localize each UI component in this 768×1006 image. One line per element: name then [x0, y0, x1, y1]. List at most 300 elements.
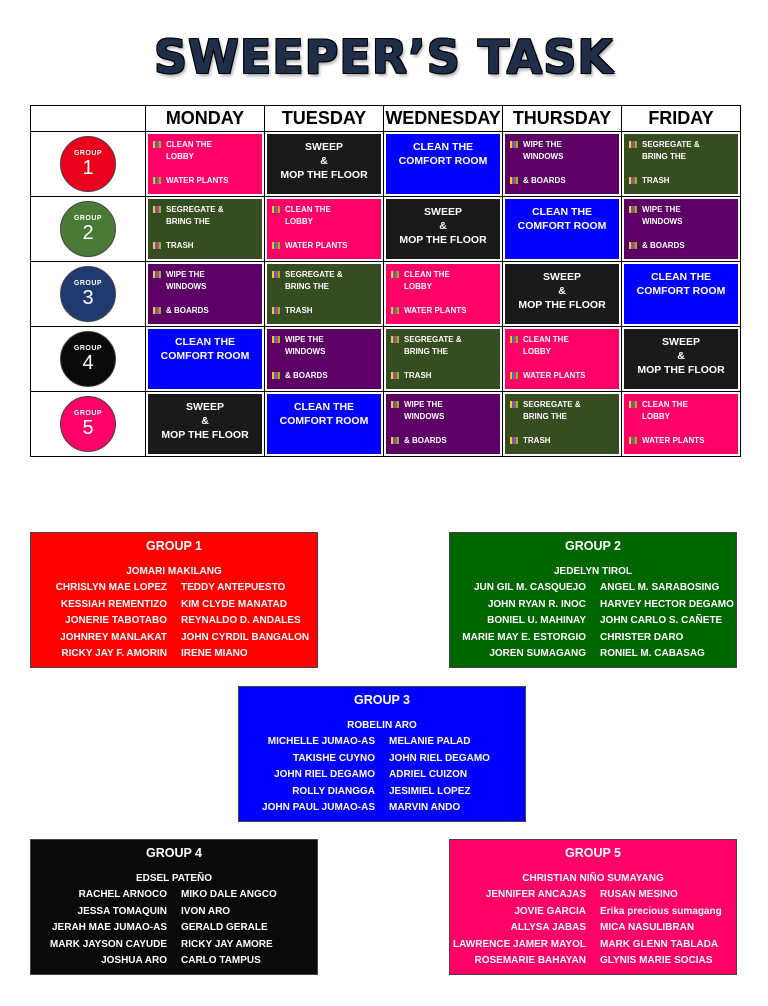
task-text: WATER PLANTS: [642, 436, 705, 445]
task-line: [166, 175, 262, 187]
day-monday: MONDAY: [146, 106, 265, 132]
task-cell: [503, 197, 622, 262]
member-name: CHRISTER DARO: [600, 631, 684, 643]
task-text: WATER PLANTS: [166, 176, 229, 185]
group-leader: JOMARI MAKILANG: [126, 566, 222, 577]
member-name: KIM CLYDE MANATAD: [181, 598, 287, 610]
task-line: WINDOWS: [642, 217, 683, 226]
member-name: JOSHUA ARO: [101, 955, 167, 966]
group-badge-label: GROUP: [73, 215, 103, 222]
member-row: [450, 922, 736, 939]
bullet-icon: [153, 306, 161, 313]
task-cell: [503, 327, 622, 392]
task-line: CLEAN THE: [174, 336, 236, 348]
member-name: Erika precious sumagang: [600, 905, 722, 917]
task-cell: [265, 262, 384, 327]
task-cell: [265, 132, 384, 197]
member-name: CHRISLYN MAE LOPEZ: [55, 582, 167, 593]
task-windows: [267, 329, 381, 389]
task-cell: [265, 392, 384, 457]
task-line: BRING THE: [404, 347, 448, 356]
member-box-group-3: [238, 686, 526, 822]
task-cell: [265, 197, 384, 262]
task-line: BRING THE: [523, 412, 567, 421]
task-text: CLEAN THE: [404, 270, 450, 279]
task-lobby: [267, 199, 381, 259]
task-cell: [503, 262, 622, 327]
member-box-title: GROUP 5: [564, 846, 622, 860]
member-row: [450, 615, 736, 632]
task-trash: [267, 264, 381, 324]
member-name: ALLYSA JABAS: [510, 922, 586, 933]
task-line: LOBBY: [404, 282, 432, 291]
member-row: [31, 615, 317, 632]
member-name: JOHN RIEL DEGAMO: [274, 769, 375, 780]
task-cell: [622, 392, 741, 457]
task-text: & BOARDS: [166, 306, 209, 315]
task-line: [404, 334, 500, 346]
member-name: MICHELLE JUMAO-AS: [267, 736, 375, 747]
member-name: GLYNIS MARIE SOCIAS: [600, 955, 713, 966]
member-row: [239, 802, 525, 819]
bullet-icon: [391, 436, 399, 443]
task-text: SEGREGATE &: [285, 270, 343, 279]
task-cell: [622, 197, 741, 262]
task-line: [404, 399, 500, 411]
task-windows: [148, 264, 262, 324]
member-name: JOHN PAUL JUMAO-AS: [262, 802, 375, 813]
task-text: SEGREGATE &: [404, 335, 462, 344]
group-leader: CHRISTIAN NIÑO SUMAYANG: [522, 873, 664, 884]
member-row: [31, 939, 317, 956]
member-row: [450, 889, 736, 906]
member-name: ADRIEL CUIZON: [389, 769, 468, 780]
schedule-table: [30, 105, 741, 457]
bullet-icon: [153, 176, 161, 183]
task-cell: [622, 132, 741, 197]
task-line: [285, 334, 381, 346]
task-line: BRING THE: [166, 217, 210, 226]
bullet-icon: [391, 371, 399, 378]
bullet-icon: [629, 205, 637, 212]
member-row: [31, 648, 317, 665]
task-line: [642, 175, 738, 187]
task-text: & BOARDS: [285, 371, 328, 380]
task-trash: [386, 329, 500, 389]
member-name: IRENE MIANO: [181, 648, 248, 659]
task-line: COMFORT ROOM: [160, 350, 250, 362]
member-box-title: GROUP 1: [145, 539, 203, 553]
bullet-icon: [391, 335, 399, 342]
task-line: [166, 204, 262, 216]
task-line: WINDOWS: [404, 412, 445, 421]
member-list: [450, 582, 736, 665]
member-name: JENNIFER ANCAJAS: [485, 889, 586, 900]
group-badge-number: 2: [82, 222, 94, 244]
bullet-icon: [510, 335, 518, 342]
task-text: TRASH: [523, 436, 551, 445]
task-text: CLEAN THE: [523, 335, 569, 344]
group-badge: [60, 266, 116, 322]
member-row: [31, 599, 317, 616]
day-wednesday: WEDNESDAY: [384, 106, 503, 132]
task-line: [523, 334, 619, 346]
task-line: [642, 139, 738, 151]
member-list: [31, 889, 317, 972]
group-badge-number: 4: [82, 352, 94, 374]
corner-cell: [31, 106, 146, 132]
task-cell: [384, 327, 503, 392]
group-badge: [60, 201, 116, 257]
bullet-icon: [510, 400, 518, 407]
bullet-icon: [153, 270, 161, 277]
task-text: SEGREGATE &: [523, 400, 581, 409]
member-name: RICKY JAY F. AMORIN: [61, 648, 167, 659]
task-line: MOP THE FLOOR: [637, 364, 725, 376]
member-row: [239, 753, 525, 770]
member-row: [239, 769, 525, 786]
task-sweep: [148, 394, 262, 454]
member-name: JOHNREY MANLAKAT: [60, 631, 167, 643]
group-badge-label: GROUP: [73, 345, 103, 352]
group-cell: [31, 392, 146, 457]
member-name: JESIMIEL LOPEZ: [389, 785, 471, 797]
member-name: MARK GLENN TABLADA: [600, 938, 719, 950]
task-line: LOBBY: [642, 412, 670, 421]
task-line: CLEAN THE: [412, 141, 474, 153]
task-line: [285, 204, 381, 216]
member-name: JUN GIL M. CASQUEJO: [473, 582, 586, 593]
member-list: [31, 582, 317, 665]
task-comfort: [267, 394, 381, 454]
task-cell: [146, 197, 265, 262]
member-box-title: GROUP 3: [353, 693, 411, 707]
bullet-icon: [153, 205, 161, 212]
page-title: SWEEPER’S TASK: [153, 30, 615, 84]
group-cell: [31, 132, 146, 197]
task-line: SWEEP: [305, 141, 343, 153]
task-line: MOP THE FLOOR: [280, 169, 368, 181]
bullet-icon: [629, 400, 637, 407]
member-name: JESSA TOMAQUIN: [77, 905, 167, 917]
task-line: [642, 240, 738, 252]
member-name: CARLO TAMPUS: [181, 955, 261, 966]
group-cell: [31, 197, 146, 262]
task-line: MOP THE FLOOR: [161, 429, 249, 441]
task-cell: [265, 327, 384, 392]
task-text: TRASH: [404, 371, 432, 380]
member-name: IVON ARO: [181, 905, 231, 917]
member-row: [31, 582, 317, 599]
member-name: MIKO DALE ANGCO: [181, 889, 277, 900]
task-line: &: [558, 285, 566, 297]
task-cell: [146, 392, 265, 457]
task-line: BRING THE: [642, 152, 686, 161]
group-badge: [60, 136, 116, 192]
bullet-icon: [629, 436, 637, 443]
member-row: [450, 632, 736, 649]
task-line: [642, 435, 738, 447]
task-line: WINDOWS: [166, 282, 207, 291]
task-line: &: [320, 155, 328, 167]
member-row: [450, 648, 736, 665]
task-text: & BOARDS: [523, 176, 566, 185]
task-comfort: [624, 264, 738, 324]
task-line: WINDOWS: [523, 152, 564, 161]
member-name: MARK JAYSON CAYUDE: [49, 938, 167, 950]
bullet-icon: [629, 176, 637, 183]
member-box-group-2: [449, 532, 737, 668]
member-box-title: GROUP 4: [145, 846, 203, 860]
member-name: ROSEMARIE BAHAYAN: [474, 955, 586, 966]
task-line: [404, 305, 500, 317]
member-row: [31, 906, 317, 923]
bullet-icon: [391, 400, 399, 407]
member-name: MICA NASULIBRAN: [600, 922, 695, 933]
bullet-icon: [629, 241, 637, 248]
task-windows: [505, 134, 619, 194]
group-badge-number: 5: [82, 417, 94, 439]
task-trash: [624, 134, 738, 194]
task-line: [166, 269, 262, 281]
task-text: CLEAN THE: [166, 140, 212, 149]
bullet-icon: [153, 140, 161, 147]
task-line: [523, 435, 619, 447]
group-badge: [60, 331, 116, 387]
task-line: SWEEP: [186, 401, 224, 413]
task-windows: [386, 394, 500, 454]
member-name: ROLLY DIANGGA: [292, 785, 375, 797]
schedule-row-group-5: [31, 392, 741, 457]
schedule-row-group-4: [31, 327, 741, 392]
task-trash: [505, 394, 619, 454]
task-line: [285, 305, 381, 317]
member-name: HARVEY HECTOR DEGAMO: [600, 598, 734, 610]
bullet-icon: [510, 176, 518, 183]
task-line: LOBBY: [285, 217, 313, 226]
member-name: RONIEL M. CABASAG: [600, 648, 705, 659]
task-cell: [384, 392, 503, 457]
member-name: ANGEL M. SARABOSING: [600, 582, 720, 593]
member-row: [31, 889, 317, 906]
group-leader: ROBELIN ARO: [347, 720, 417, 731]
task-line: &: [677, 350, 685, 362]
task-line: [523, 399, 619, 411]
bullet-icon: [510, 371, 518, 378]
task-line: COMFORT ROOM: [636, 285, 726, 297]
day-header-row: [31, 106, 741, 132]
task-line: MOP THE FLOOR: [518, 299, 606, 311]
task-lobby: [386, 264, 500, 324]
bullet-icon: [272, 270, 280, 277]
task-lobby: [148, 134, 262, 194]
task-sweep: [267, 134, 381, 194]
task-text: WATER PLANTS: [523, 371, 586, 380]
bullet-icon: [272, 371, 280, 378]
task-cell: [503, 392, 622, 457]
task-line: [523, 370, 619, 382]
member-row: [31, 632, 317, 649]
member-row: [450, 599, 736, 616]
task-line: SWEEP: [662, 336, 700, 348]
task-text: WATER PLANTS: [404, 306, 467, 315]
member-row: [31, 955, 317, 972]
task-text: SEGREGATE &: [642, 140, 700, 149]
member-row: [450, 906, 736, 923]
task-sweep: [505, 264, 619, 324]
member-name: KESSIAH REMENTIZO: [60, 598, 167, 610]
task-sweep: [386, 199, 500, 259]
member-box-title: GROUP 2: [564, 539, 622, 553]
task-line: CLEAN THE: [531, 206, 593, 218]
bullet-icon: [391, 270, 399, 277]
member-name: JONERIE TABOTABO: [65, 615, 167, 626]
task-line: LOBBY: [523, 347, 551, 356]
member-name: JOHN CARLO S. CAÑETE: [600, 615, 723, 626]
member-row: [31, 922, 317, 939]
task-line: [404, 370, 500, 382]
member-name: JERAH MAE JUMAO-AS: [51, 922, 167, 933]
task-trash: [148, 199, 262, 259]
group-badge-label: GROUP: [73, 410, 103, 417]
task-line: &: [439, 220, 447, 232]
task-text: WIPE THE: [166, 270, 205, 279]
task-line: CLEAN THE: [650, 271, 712, 283]
bullet-icon: [272, 306, 280, 313]
bullet-icon: [272, 241, 280, 248]
member-box-group-4: [30, 839, 318, 975]
task-cell: [384, 197, 503, 262]
task-text: TRASH: [285, 306, 313, 315]
group-badge-label: GROUP: [73, 280, 103, 287]
member-row: [450, 582, 736, 599]
task-line: [166, 139, 262, 151]
member-name: TEDDY ANTEPUESTO: [181, 582, 286, 593]
member-name: JOHN RYAN R. INOC: [487, 598, 586, 610]
member-name: RUSAN MESINO: [600, 889, 678, 900]
task-line: [404, 435, 500, 447]
task-cell: [384, 132, 503, 197]
bullet-icon: [510, 140, 518, 147]
task-text: WIPE THE: [404, 400, 443, 409]
task-line: [642, 399, 738, 411]
group-leader: JEDELYN TIROL: [554, 566, 632, 577]
member-name: BONIEL U. MAHINAY: [487, 615, 586, 626]
bullet-icon: [629, 140, 637, 147]
task-line: [285, 269, 381, 281]
member-name: REYNALDO D. ANDALES: [181, 615, 301, 626]
task-text: TRASH: [642, 176, 670, 185]
task-line: CLEAN THE: [293, 401, 355, 413]
task-line: SWEEP: [543, 271, 581, 283]
task-line: [166, 240, 262, 252]
group-badge: [60, 396, 116, 452]
task-text: SEGREGATE &: [166, 205, 224, 214]
member-name: JOREN SUMAGANG: [489, 648, 586, 659]
member-row: [450, 939, 736, 956]
task-line: SWEEP: [424, 206, 462, 218]
bullet-icon: [510, 436, 518, 443]
task-sweep: [624, 329, 738, 389]
task-line: [285, 240, 381, 252]
task-line: BRING THE: [285, 282, 329, 291]
task-line: [523, 139, 619, 151]
member-name: TAKISHE CUYNO: [292, 752, 375, 764]
bullet-icon: [272, 335, 280, 342]
schedule-row-group-2: [31, 197, 741, 262]
member-name: JOVIE GARCIA: [514, 905, 586, 917]
member-row: [239, 786, 525, 803]
task-line: WINDOWS: [285, 347, 326, 356]
task-text: & BOARDS: [404, 436, 447, 445]
task-text: WIPE THE: [523, 140, 562, 149]
task-line: [285, 370, 381, 382]
task-line: MOP THE FLOOR: [399, 234, 487, 246]
task-cell: [146, 327, 265, 392]
task-line: COMFORT ROOM: [517, 220, 607, 232]
task-line: [523, 175, 619, 187]
task-lobby: [624, 394, 738, 454]
member-name: JOHN RIEL DEGAMO: [389, 752, 490, 764]
task-cell: [503, 132, 622, 197]
group-badge-number: 1: [82, 157, 94, 179]
task-windows: [624, 199, 738, 259]
task-text: CLEAN THE: [285, 205, 331, 214]
task-text: TRASH: [166, 241, 194, 250]
task-line: [642, 204, 738, 216]
member-row: [239, 736, 525, 753]
task-cell: [622, 327, 741, 392]
member-box-group-5: [449, 839, 737, 975]
day-friday: FRIDAY: [622, 106, 741, 132]
task-line: LOBBY: [166, 152, 194, 161]
task-line: &: [201, 415, 209, 427]
task-text: WIPE THE: [642, 205, 681, 214]
task-cell: [622, 262, 741, 327]
task-text: CLEAN THE: [642, 400, 688, 409]
task-line: COMFORT ROOM: [279, 415, 369, 427]
bullet-icon: [153, 241, 161, 248]
task-lobby: [505, 329, 619, 389]
task-text: WIPE THE: [285, 335, 324, 344]
member-list: [239, 736, 525, 819]
member-name: RICKY JAY AMORE: [181, 938, 273, 950]
task-cell: [146, 262, 265, 327]
bullet-icon: [272, 205, 280, 212]
member-name: MARVIN ANDO: [389, 802, 461, 813]
bullet-icon: [391, 306, 399, 313]
day-thursday: THURSDAY: [503, 106, 622, 132]
member-list: [450, 889, 736, 972]
task-comfort: [386, 134, 500, 194]
group-badge-number: 3: [82, 287, 94, 309]
task-text: & BOARDS: [642, 241, 685, 250]
member-box-group-1: [30, 532, 318, 668]
group-leader: EDSEL PATEÑO: [135, 873, 213, 884]
member-name: GERALD GERALE: [181, 922, 268, 933]
member-name: MARIE MAY E. ESTORGIO: [462, 631, 586, 643]
task-comfort: [505, 199, 619, 259]
schedule-row-group-3: [31, 262, 741, 327]
member-name: MELANIE PALAD: [389, 736, 471, 747]
task-line: [404, 269, 500, 281]
schedule-row-group-1: [31, 132, 741, 197]
task-line: COMFORT ROOM: [398, 155, 488, 167]
task-cell: [384, 262, 503, 327]
group-cell: [31, 327, 146, 392]
task-line: [166, 305, 262, 317]
member-name: LAWRENCE JAMER MAYOL: [453, 938, 586, 950]
